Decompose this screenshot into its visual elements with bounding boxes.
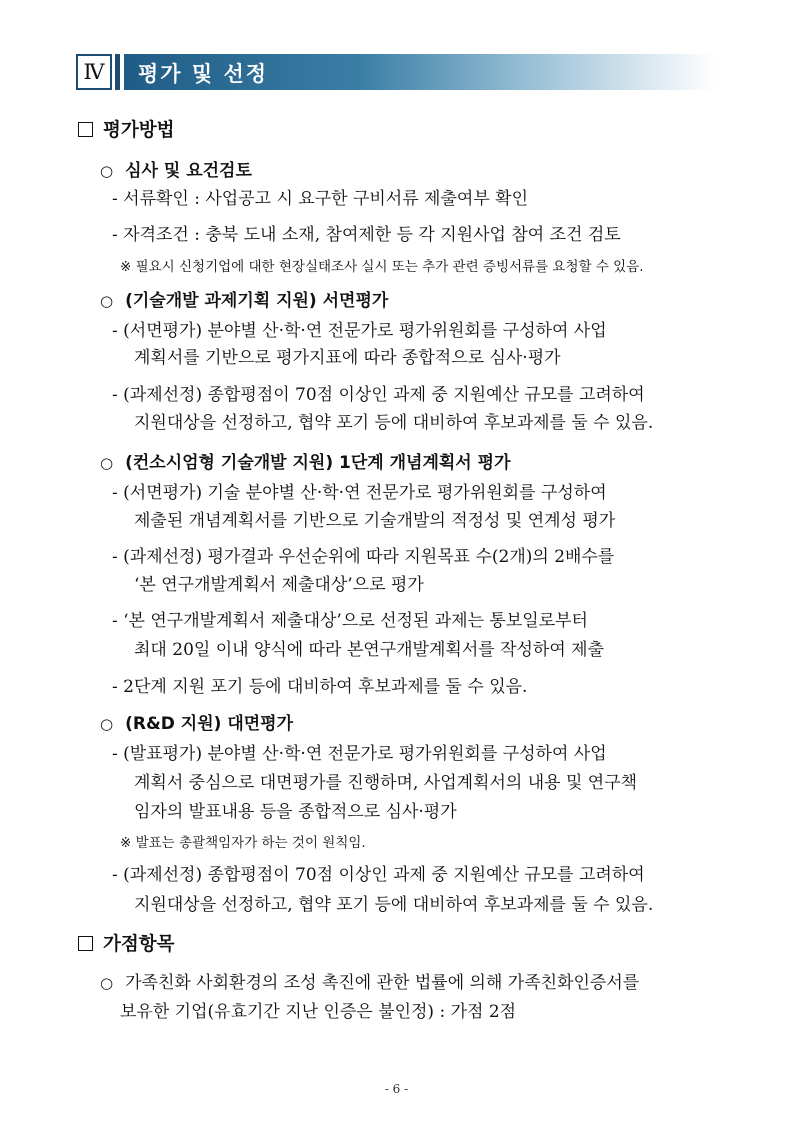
text-line: - (과제선정) 종합평점이 70점 이상인 과제 중 지원예산 규모를 고려하여 (112, 865, 645, 885)
heading-text: 가점항목 (103, 934, 175, 955)
text-line: 지원대상을 선정하고, 협약 포기 등에 대비하여 후보과제를 둘 수 있음. (134, 413, 654, 433)
text-line: 지원대상을 선정하고, 협약 포기 등에 대비하여 후보과제를 둘 수 있음. (134, 895, 654, 915)
text-line: - (과제선정) 평가결과 우선순위에 따라 지원목표 수(2개)의 2배수를 (112, 547, 615, 567)
text-line: 임자의 발표내용 등을 종합적으로 심사·평가 (134, 802, 457, 822)
text-line: 제출된 개념계획서를 기반으로 기술개발의 적정성 및 연계성 평가 (134, 511, 616, 531)
text-line: 계획서 중심으로 대면평가를 진행하며, 사업계획서의 내용 및 연구책 (134, 773, 638, 793)
section-header (76, 54, 716, 94)
text-line: - (발표평가) 분야별 산·학·연 전문가로 평가위원회를 구성하여 사업 (112, 744, 607, 764)
circle-bullet-icon: ○ (100, 454, 114, 472)
section-banner (124, 54, 716, 90)
circle-bullet-icon: ○ (100, 974, 114, 992)
subheading-text: 심사 및 요건검토 (125, 161, 252, 181)
heading-bonus-points (78, 932, 174, 958)
subheading-rnd (100, 711, 293, 737)
subheading-text: (컨소시엄형 기술개발 지원) 1단계 개념계획서 평가 (125, 453, 511, 473)
text-line: ‘본 연구개발계획서 제출대상’으로 평가 (134, 575, 424, 595)
circle-bullet-icon: ○ (100, 715, 114, 733)
section-title: 평가 및 선정 (138, 62, 269, 86)
text-line: - ‘본 연구개발계획서 제출대상’으로 선정된 과제는 통보일로부터 (112, 611, 588, 631)
note-line: ※ 필요시 신청기업에 대한 현장실태조사 실시 또는 추가 관련 증빙서류를 요청할 수 있음. (120, 259, 644, 275)
checkbox-square-icon (78, 122, 93, 137)
page-number: - 6 - (384, 1082, 409, 1096)
text-line: 계획서를 기반으로 평가지표에 따라 종합적으로 심사·평가 (134, 348, 561, 368)
circle-bullet-icon: ○ (100, 162, 114, 180)
text-line: - (서면평가) 기술 분야별 산·학·연 전문가로 평가위원회를 구성하여 (112, 483, 607, 503)
text-line: - 2단계 지원 포기 등에 대비하여 후보과제를 둘 수 있음. (112, 677, 528, 697)
text-line: 보유한 기업(유효기간 지난 인증은 불인정) : 가점 2점 (120, 1002, 517, 1022)
text-line: - (과제선정) 종합평점이 70점 이상인 과제 중 지원예산 규모를 고려하여 (112, 385, 645, 405)
heading-text: 평가방법 (103, 120, 175, 141)
text-line: - 자격조건 : 충북 도내 소재, 참여제한 등 각 지원사업 참여 조건 검토 (112, 225, 621, 245)
subheading-text: (R&D 지원) 대면평가 (125, 714, 294, 734)
note-line: ※ 발표는 총괄책임자가 하는 것이 원칙임. (120, 835, 366, 851)
subheading-text: (기술개발 과제기획 지원) 서면평가 (125, 291, 389, 311)
subheading-planning (100, 288, 388, 314)
subheading-review (100, 158, 252, 184)
text-content: 가족친화 사회환경의 조성 촉진에 관한 법률에 의해 가족친화인증서를 (125, 973, 640, 993)
circle-bullet-icon: ○ (100, 292, 114, 310)
text-line: 최대 20일 이내 양식에 따라 본연구개발계획서를 작성하여 제출 (134, 640, 605, 660)
subheading-consortium (100, 450, 511, 476)
section-number: Ⅳ (76, 54, 112, 90)
text-line: - (서면평가) 분야별 산·학·연 전문가로 평가위원회를 구성하여 사업 (112, 321, 607, 341)
heading-evaluation-method (78, 118, 174, 144)
checkbox-square-icon (78, 936, 93, 951)
text-line: - 서류확인 : 사업공고 시 요구한 구비서류 제출여부 확인 (112, 189, 528, 209)
text-line (100, 970, 639, 996)
